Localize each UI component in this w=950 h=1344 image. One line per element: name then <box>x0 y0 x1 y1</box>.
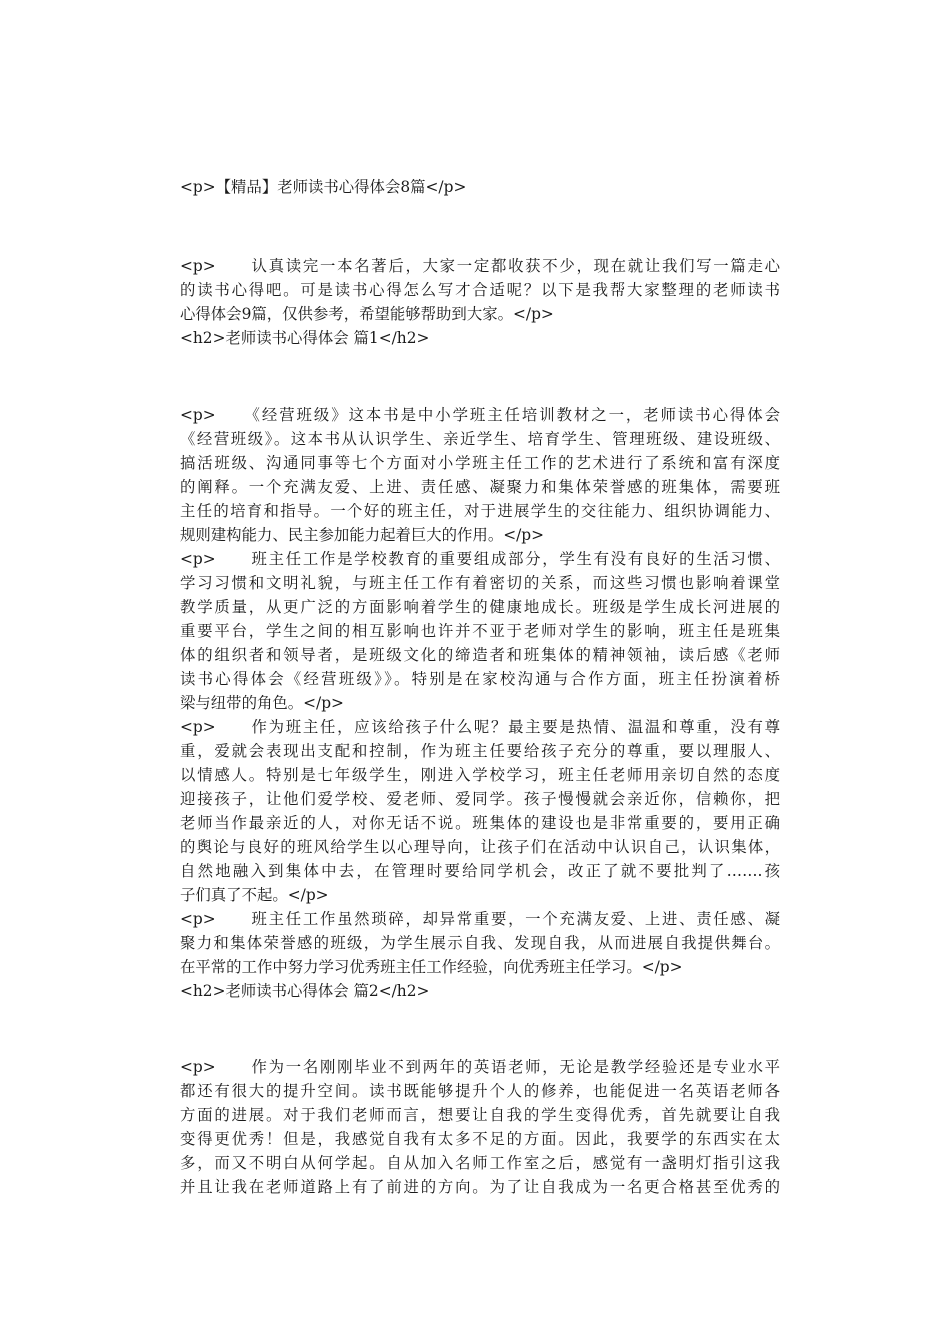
body-paragraph-line: <p> 作为一名刚刚毕业不到两年的英语老师，无论是教学经验还是专业水平 <box>180 1058 780 1076</box>
intro-paragraph-line: 的读书心得吧。可是读书心得怎么写才合适呢？以下是我帮大家整理的老师读书 <box>180 281 780 299</box>
body-paragraph-line: 自然地融入到集体中去，在管理时要给同学机会，改正了就不要批判了…….孩 <box>180 862 780 880</box>
body-paragraph-line: <p> 《经营班级》这本书是中小学班主任培训教材之一，老师读书心得体会 <box>180 406 780 424</box>
body-paragraph-line: 规则建构能力、民主参加能力起着巨大的作用。</p> <box>180 526 545 544</box>
body-paragraph-line: 多，而又不明白从何学起。自从加入名师工作室之后，感觉有一盏明灯指引这我 <box>180 1154 780 1172</box>
body-paragraph-line: 的阐释。一个充满友爱、上进、责任感、凝聚力和集体荣誉感的班集体，需要班 <box>180 478 780 496</box>
body-paragraph-line: 重，爱就会表现出支配和控制，作为班主任要给孩子充分的尊重，要以理服人、 <box>180 742 780 760</box>
body-paragraph-line: 《经营班级》。这本书从认识学生、亲近学生、培育学生、管理班级、建设班级、 <box>180 430 780 448</box>
body-paragraph-line: 体的组织者和领导者，是班级文化的缔造者和班集体的精神领袖，读后感《老师 <box>180 646 780 664</box>
document-title: <p>【精品】老师读书心得体会8篇</p> <box>180 178 467 196</box>
body-paragraph-line: 学习习惯和文明礼貌，与班主任工作有着密切的关系，而这些习惯也影响着课堂 <box>180 574 780 592</box>
body-paragraph-line: 搞活班级、沟通同事等七个方面对小学班主任工作的艺术进行了系统和富有深度 <box>180 454 780 472</box>
body-paragraph-line: 迎接孩子，让他们爱学校、爱老师、爱同学。孩子慢慢就会亲近你，信赖你，把 <box>180 790 780 808</box>
body-paragraph-line: 梁与纽带的角色。</p> <box>180 694 344 712</box>
body-paragraph-line: <p> 作为班主任，应该给孩子什么呢？最主要是热情、温温和尊重，没有尊 <box>180 718 780 736</box>
body-paragraph-line: 重要平台，学生之间的相互影响也许并不亚于老师对学生的影响，班主任是班集 <box>180 622 780 640</box>
body-paragraph-line: 以情感人。特别是七年级学生，刚进入学校学习，班主任老师用亲切自然的态度 <box>180 766 780 784</box>
intro-paragraph-line: <p> 认真读完一本名著后，大家一定都收获不少，现在就让我们写一篇走心 <box>180 257 780 275</box>
section-heading-2: <h2>老师读书心得体会 篇2</h2> <box>180 982 430 1000</box>
body-paragraph-line: 主任的培育和指导。一个好的班主任，对于进展学生的交往能力、组织协调能力、 <box>180 502 780 520</box>
body-paragraph-line: 方面的进展。对于我们老师而言，想要让自我的学生变得优秀，首先就要让自我 <box>180 1106 780 1124</box>
body-paragraph-line: 读书心得体会《经营班级》》。特别是在家校沟通与合作方面，班主任扮演着桥 <box>180 670 780 688</box>
body-paragraph-line: <p> 班主任工作虽然琐碎，却异常重要，一个充满友爱、上进、责任感、凝 <box>180 910 780 928</box>
body-paragraph-line: 在平常的工作中努力学习优秀班主任工作经验，向优秀班主任学习。</p> <box>180 958 683 976</box>
body-paragraph-line: 并且让我在老师道路上有了前进的方向。为了让自我成为一名更合格甚至优秀的 <box>180 1178 780 1196</box>
body-paragraph-line: 的舆论与良好的班风给学生以心理导向，让孩子们在活动中认识自己，认识集体， <box>180 838 780 856</box>
body-paragraph-line: 变得更优秀！但是，我感觉自我有太多不足的方面。因此，我要学的东西实在太 <box>180 1130 780 1148</box>
body-paragraph-line: 都还有很大的提升空间。读书既能够提升个人的修养，也能促进一名英语老师各 <box>180 1082 780 1100</box>
body-paragraph-line: <p> 班主任工作是学校教育的重要组成部分，学生有没有良好的生活习惯、 <box>180 550 780 568</box>
body-paragraph-line: 子们真了不起。</p> <box>180 886 329 904</box>
intro-paragraph-line: 心得体会9篇，仅供参考，希望能够帮助到大家。</p> <box>180 305 554 323</box>
body-paragraph-line: 聚力和集体荣誉感的班级，为学生展示自我、发现自我，从而进展自我提供舞台。 <box>180 934 780 952</box>
section-heading-1: <h2>老师读书心得体会 篇1</h2> <box>180 329 430 347</box>
body-paragraph-line: 教学质量，从更广泛的方面影响着学生的健康地成长。班级是学生成长河进展的 <box>180 598 780 616</box>
body-paragraph-line: 老师当作最亲近的人，对你无话不说。班集体的建设也是非常重要的，要用正确 <box>180 814 780 832</box>
